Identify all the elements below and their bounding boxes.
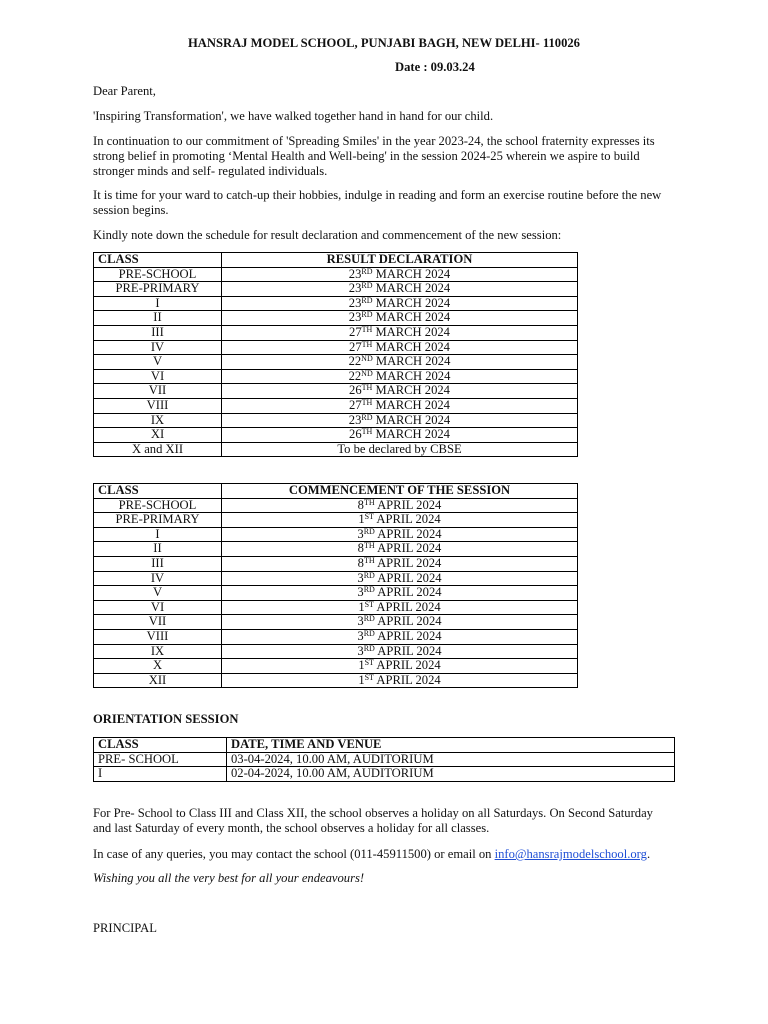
date-month-year: APRIL 2024 <box>373 658 441 673</box>
date-ordinal-suffix: ST <box>364 672 374 682</box>
table-row <box>94 384 578 399</box>
date-cell <box>222 629 578 644</box>
date-month-year: APRIL 2024 <box>374 497 442 512</box>
date-day: 27 <box>349 397 362 412</box>
date-ordinal-suffix: RD <box>361 281 373 291</box>
date-day: 22 <box>348 368 362 383</box>
paragraph-line: For Pre- School to Class III and Class XII, the school observes a holiday on all Saturdays. On Second Saturday <box>93 806 653 820</box>
table-row <box>94 325 578 340</box>
date-day: 8 <box>357 541 364 556</box>
date-day: 23 <box>348 310 362 325</box>
table-row <box>94 527 578 542</box>
table-row <box>94 498 578 513</box>
date-cell <box>222 442 578 457</box>
date-day: 3 <box>357 585 364 600</box>
date-month-year: MARCH 2024 <box>372 266 451 281</box>
table-row <box>94 267 578 282</box>
table-row <box>94 673 578 688</box>
details-cell: 02-04-2024, 10.00 AM, AUDITORIUM <box>227 767 675 782</box>
class-cell: I <box>94 296 222 311</box>
table-row <box>94 571 578 586</box>
date-cell <box>222 413 578 428</box>
class-cell: VIII <box>94 398 222 413</box>
date-ordinal-suffix: RD <box>361 412 373 422</box>
class-cell: VII <box>94 615 222 630</box>
date-cell <box>222 398 578 413</box>
date-ordinal-suffix: RD <box>363 628 375 638</box>
details-cell: 03-04-2024, 10.00 AM, AUDITORIUM <box>227 752 675 767</box>
table-row <box>94 644 578 659</box>
date-month-year: MARCH 2024 <box>372 339 450 354</box>
date-cell <box>222 267 578 282</box>
table-row <box>94 282 578 297</box>
paragraph-line: It is time for your ward to catch-up their hobbies, indulge in reading and form an exercise routine before the new <box>93 188 662 202</box>
date-month-year: MARCH 2024 <box>372 427 450 442</box>
date-cell <box>222 644 578 659</box>
date-month-year: MARCH 2024 <box>372 397 450 412</box>
date-cell <box>222 673 578 688</box>
date-day: 1 <box>358 658 365 673</box>
date-month-year: APRIL 2024 <box>374 541 442 556</box>
date-day: 1 <box>358 672 365 687</box>
date-month-year: APRIL 2024 <box>374 555 442 570</box>
class-cell: II <box>94 311 222 326</box>
class-cell: PRE-PRIMARY <box>94 513 222 528</box>
date-month-year: MARCH 2024 <box>372 310 451 325</box>
date-day: 23 <box>348 295 362 310</box>
contact-paragraph <box>93 847 678 862</box>
table-row <box>94 355 578 370</box>
date-ordinal-suffix: RD <box>361 266 373 276</box>
class-cell: X and XII <box>94 442 222 457</box>
date-ordinal-suffix: ST <box>364 599 374 609</box>
date-day: 3 <box>357 643 364 658</box>
date-cell <box>222 600 578 615</box>
class-cell: VII <box>94 384 222 399</box>
date-month-year: APRIL 2024 <box>374 526 442 541</box>
column-header-session: COMMENCEMENT OF THE SESSION <box>222 484 578 499</box>
date-day: 26 <box>349 383 362 398</box>
class-cell: PRE-SCHOOL <box>94 267 222 282</box>
paragraph-line: strong belief in promoting ‘Mental Health and Well-being' in the session 2024-25 wherein we aspire to build <box>93 149 640 163</box>
column-header-result: RESULT DECLARATION <box>222 253 578 268</box>
date-ordinal-suffix: ST <box>364 658 374 668</box>
date-day: 1 <box>358 512 365 527</box>
date-day: 23 <box>348 412 362 427</box>
table-row <box>94 442 578 457</box>
class-cell: IV <box>94 571 222 586</box>
column-header-details: DATE, TIME AND VENUE <box>227 738 675 753</box>
table-row <box>94 556 578 571</box>
table-row <box>94 369 578 384</box>
table-row <box>94 752 675 767</box>
result-declaration-table <box>93 252 578 457</box>
table-row <box>94 542 578 557</box>
salutation: Dear Parent, <box>93 84 156 98</box>
contact-end: . <box>646 847 651 861</box>
date-cell <box>222 542 578 557</box>
signature: PRINCIPAL <box>93 921 157 935</box>
date-ordinal-suffix: ND <box>361 368 373 378</box>
date-cell <box>222 615 578 630</box>
date-cell <box>222 513 578 528</box>
table-row <box>94 767 675 782</box>
contact-email-link[interactable]: info@hansrajmodelschool.org <box>494 847 647 861</box>
orientation-table <box>93 737 675 782</box>
date-ordinal-suffix: ST <box>364 512 374 522</box>
date-cell <box>222 527 578 542</box>
table-row <box>94 340 578 355</box>
date-day: 27 <box>349 339 362 354</box>
class-cell: PRE-PRIMARY <box>94 282 222 297</box>
schedule-intro: Kindly note down the schedule for result declaration and commencement of the new session: <box>93 228 562 242</box>
table-row <box>94 296 578 311</box>
date-cell <box>222 384 578 399</box>
date-month-year: APRIL 2024 <box>374 628 442 643</box>
class-cell: III <box>94 325 222 340</box>
date-ordinal-suffix: TH <box>363 497 375 507</box>
date-day: 3 <box>357 628 364 643</box>
date-cell <box>222 659 578 674</box>
column-header-class: CLASS <box>94 484 222 499</box>
date-ordinal-suffix: TH <box>361 427 373 437</box>
date-cell <box>222 296 578 311</box>
table-header-row <box>94 738 675 753</box>
table-row <box>94 398 578 413</box>
table-row <box>94 600 578 615</box>
class-cell: PRE-SCHOOL <box>94 498 222 513</box>
date-ordinal-suffix: RD <box>363 585 375 595</box>
class-cell: VI <box>94 369 222 384</box>
date-month-year: APRIL 2024 <box>373 599 441 614</box>
date-cell <box>222 369 578 384</box>
date-ordinal-suffix: TH <box>361 339 373 349</box>
letter-date: Date : 09.03.24 <box>395 60 475 74</box>
date-cell <box>222 325 578 340</box>
date-ordinal-suffix: TH <box>363 541 375 551</box>
date-cell <box>222 340 578 355</box>
table-row <box>94 615 578 630</box>
date-month-year: APRIL 2024 <box>373 672 441 687</box>
class-cell: I <box>94 767 227 782</box>
class-cell: III <box>94 556 222 571</box>
paragraph-line: and last Saturday of every month, the school observes a holiday for all classes. <box>93 821 490 835</box>
date-day: 23 <box>348 266 362 281</box>
date-day: 27 <box>349 324 362 339</box>
date-ordinal-suffix: RD <box>361 295 373 305</box>
class-cell: X <box>94 659 222 674</box>
date-ordinal-suffix: RD <box>361 310 373 320</box>
paragraph-line: In continuation to our commitment of 'Spreading Smiles' in the year 2023-24, the school fraternity expresses its <box>93 134 655 148</box>
date-month-year: APRIL 2024 <box>374 614 442 629</box>
table-row <box>94 586 578 601</box>
date-day: 26 <box>349 427 362 442</box>
class-cell: I <box>94 527 222 542</box>
table-header-row <box>94 253 578 268</box>
class-cell: V <box>94 586 222 601</box>
class-cell: IX <box>94 644 222 659</box>
date-cell <box>222 282 578 297</box>
date-cell <box>222 556 578 571</box>
paragraph-line: session begins. <box>93 203 169 217</box>
date-cell <box>222 355 578 370</box>
date-day: To be declared by CBSE <box>337 441 462 456</box>
date-day: 22 <box>348 354 362 369</box>
date-day: 8 <box>357 555 364 570</box>
date-ordinal-suffix: RD <box>363 643 375 653</box>
class-cell: XI <box>94 428 222 443</box>
date-ordinal-suffix: RD <box>363 614 375 624</box>
date-month-year: APRIL 2024 <box>374 643 442 658</box>
date-ordinal-suffix: TH <box>361 397 373 407</box>
table-row <box>94 413 578 428</box>
class-cell: PRE- SCHOOL <box>94 752 227 767</box>
class-cell: V <box>94 355 222 370</box>
date-day: 3 <box>357 570 364 585</box>
school-header: HANSRAJ MODEL SCHOOL, PUNJABI BAGH, NEW DELHI- 110026 <box>188 36 580 50</box>
table-row <box>94 311 578 326</box>
class-cell: VIII <box>94 629 222 644</box>
date-month-year: MARCH 2024 <box>372 383 450 398</box>
class-cell: VI <box>94 600 222 615</box>
date-month-year: APRIL 2024 <box>373 512 441 527</box>
date-month-year: APRIL 2024 <box>374 585 442 600</box>
date-month-year: APRIL 2024 <box>374 570 442 585</box>
holiday-paragraph <box>93 806 678 836</box>
date-day: 23 <box>348 281 362 296</box>
date-ordinal-suffix: RD <box>363 526 375 536</box>
date-cell <box>222 586 578 601</box>
date-cell <box>222 311 578 326</box>
date-month-year: MARCH 2024 <box>372 281 451 296</box>
table-row <box>94 629 578 644</box>
column-header-class: CLASS <box>94 738 227 753</box>
date-month-year: MARCH 2024 <box>372 368 451 383</box>
date-month-year: MARCH 2024 <box>372 412 451 427</box>
date-day: 3 <box>357 614 364 629</box>
date-day: 3 <box>357 526 364 541</box>
closing-wishes: Wishing you all the very best for all your endeavours! <box>93 871 365 885</box>
date-month-year: MARCH 2024 <box>372 354 451 369</box>
date-month-year: MARCH 2024 <box>372 295 451 310</box>
intro-paragraph: 'Inspiring Transformation', we have walked together hand in hand for our child. <box>93 109 494 123</box>
hobbies-paragraph <box>93 188 678 218</box>
table-header-row <box>94 484 578 499</box>
date-day: 1 <box>358 599 365 614</box>
table-row <box>94 513 578 528</box>
session-commencement-table <box>93 483 578 688</box>
table-row <box>94 428 578 443</box>
date-day: 8 <box>357 497 364 512</box>
date-ordinal-suffix: RD <box>363 570 375 580</box>
orientation-heading: ORIENTATION SESSION <box>93 712 239 726</box>
commitment-paragraph <box>93 134 678 179</box>
class-cell: IX <box>94 413 222 428</box>
date-ordinal-suffix: ND <box>361 354 373 364</box>
class-cell: XII <box>94 673 222 688</box>
column-header-class: CLASS <box>94 253 222 268</box>
date-cell <box>222 571 578 586</box>
date-cell <box>222 428 578 443</box>
date-ordinal-suffix: TH <box>363 555 375 565</box>
class-cell: IV <box>94 340 222 355</box>
paragraph-line: stronger minds and self- regulated individuals. <box>93 164 328 178</box>
date-cell <box>222 498 578 513</box>
date-month-year: MARCH 2024 <box>372 324 450 339</box>
date-ordinal-suffix: TH <box>361 324 373 334</box>
contact-text: In case of any queries, you may contact the school (011-45911500) or email on <box>93 847 495 861</box>
class-cell: II <box>94 542 222 557</box>
table-row <box>94 659 578 674</box>
date-ordinal-suffix: TH <box>361 383 373 393</box>
